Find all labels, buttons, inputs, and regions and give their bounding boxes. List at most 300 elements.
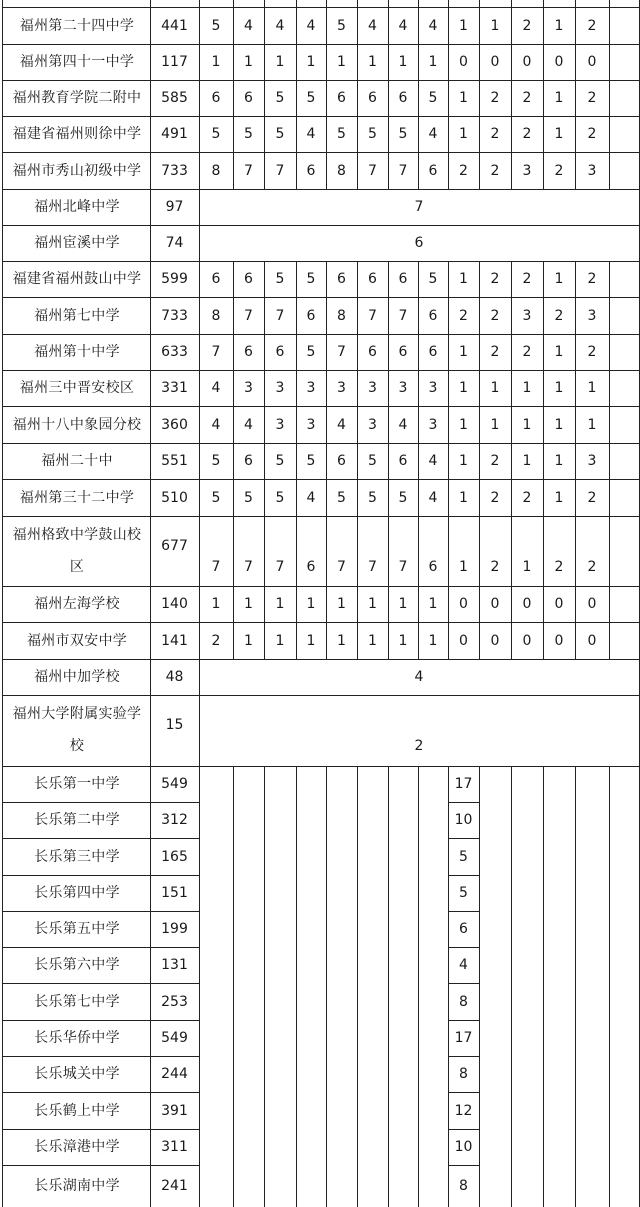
grid-line-horizontal xyxy=(2,983,200,984)
grid-line-vertical xyxy=(609,80,610,116)
grid-line-vertical xyxy=(199,152,200,189)
grid-line-vertical xyxy=(609,622,610,659)
grid-line-vertical xyxy=(511,1129,512,1165)
grid-line-vertical xyxy=(511,116,512,152)
grid-line-vertical xyxy=(233,766,234,802)
quota-cell: 3 xyxy=(306,380,316,396)
grid-line-vertical xyxy=(418,116,419,152)
quota-cell: 7 xyxy=(275,162,285,179)
grid-line-horizontal xyxy=(2,695,640,696)
grid-line-vertical xyxy=(479,334,480,370)
grid-line-vertical xyxy=(543,44,544,80)
quota-cell: 1 xyxy=(337,54,346,70)
grid-line-vertical xyxy=(326,983,327,1020)
grid-line-vertical xyxy=(609,0,610,44)
quota-cell: 4 xyxy=(306,17,316,34)
grid-line-vertical xyxy=(479,1020,480,1056)
grid-line-vertical xyxy=(418,1092,419,1129)
grid-line-vertical xyxy=(388,370,389,406)
grid-line-vertical xyxy=(388,0,389,44)
grid-line-vertical xyxy=(609,261,610,297)
grid-line-vertical xyxy=(511,1092,512,1129)
grid-line-vertical xyxy=(150,911,151,947)
district-quota: 4 xyxy=(459,957,468,973)
grid-line-vertical xyxy=(388,622,389,659)
grid-line-vertical xyxy=(388,766,389,802)
grid-line-vertical xyxy=(357,1056,358,1092)
grid-line-horizontal xyxy=(2,334,640,335)
total-quota: 391 xyxy=(161,1102,188,1119)
grid-line-vertical xyxy=(543,443,544,479)
grid-line-vertical xyxy=(264,766,265,802)
grid-line-vertical xyxy=(2,659,3,695)
grid-line-vertical xyxy=(448,297,449,334)
quota-cell: 5 xyxy=(211,126,221,142)
grid-line-vertical xyxy=(543,1020,544,1056)
quota-cell: 2 xyxy=(490,559,500,575)
quota-cell: 4 xyxy=(275,17,285,34)
total-quota: 733 xyxy=(161,307,188,324)
grid-line-vertical xyxy=(326,766,327,802)
total-quota: 551 xyxy=(161,453,188,469)
grid-line-horizontal xyxy=(448,911,480,912)
quota-cell: 6 xyxy=(211,90,221,106)
total-quota: 253 xyxy=(161,993,188,1010)
quota-cell: 6 xyxy=(428,559,438,575)
grid-line-vertical xyxy=(511,516,512,586)
quota-cell: 1 xyxy=(522,559,532,575)
grid-line-vertical xyxy=(575,1020,576,1056)
grid-line-vertical xyxy=(150,622,151,659)
quota-cell: 5 xyxy=(275,271,285,287)
grid-line-vertical xyxy=(511,622,512,659)
grid-line-vertical xyxy=(199,189,200,225)
grid-line-horizontal xyxy=(2,443,640,444)
grid-line-vertical xyxy=(296,1092,297,1129)
quota-cell: 6 xyxy=(428,307,438,324)
district-quota: 8 xyxy=(459,1178,468,1194)
quota-cell: 1 xyxy=(459,90,468,106)
grid-line-vertical xyxy=(511,1020,512,1056)
grid-line-vertical xyxy=(448,261,449,297)
quota-cell: 6 xyxy=(306,559,316,575)
quota-cell: 2 xyxy=(587,90,597,106)
grid-line-vertical xyxy=(511,406,512,443)
school-name: 福州教育学院二附中 xyxy=(12,90,142,106)
grid-line-vertical xyxy=(357,911,358,947)
grid-line-vertical xyxy=(388,1020,389,1056)
quota-cell: 3 xyxy=(522,307,532,324)
grid-line-vertical xyxy=(2,479,3,516)
grid-line-vertical xyxy=(479,0,480,44)
grid-line-vertical xyxy=(264,838,265,875)
grid-line-vertical xyxy=(448,802,449,838)
grid-line-vertical xyxy=(511,1165,512,1207)
grid-line-vertical xyxy=(575,116,576,152)
grid-line-vertical xyxy=(150,659,151,695)
total-quota: 677 xyxy=(161,538,188,554)
quota-cell: 2 xyxy=(522,126,532,142)
grid-line-vertical xyxy=(296,80,297,116)
grid-line-vertical xyxy=(150,838,151,875)
grid-line-vertical xyxy=(543,766,544,802)
grid-line-vertical xyxy=(448,766,449,802)
grid-line-vertical xyxy=(448,152,449,189)
grid-line-vertical xyxy=(388,911,389,947)
quota-cell: 2 xyxy=(490,126,500,142)
grid-line-vertical xyxy=(609,479,610,516)
grid-line-vertical xyxy=(609,1165,610,1207)
grid-line-vertical xyxy=(357,1020,358,1056)
total-quota: 241 xyxy=(161,1178,188,1194)
grid-line-horizontal xyxy=(2,152,640,153)
grid-line-vertical xyxy=(357,152,358,189)
grid-line-vertical xyxy=(296,947,297,983)
quota-cell: 2 xyxy=(211,632,221,649)
total-quota: 199 xyxy=(161,921,188,937)
grid-line-vertical xyxy=(511,0,512,44)
grid-line-vertical xyxy=(479,443,480,479)
grid-line-vertical xyxy=(479,1129,480,1165)
grid-line-vertical xyxy=(2,370,3,406)
grid-line-vertical xyxy=(199,225,200,261)
grid-line-vertical xyxy=(264,297,265,334)
grid-line-vertical xyxy=(326,1020,327,1056)
grid-line-horizontal xyxy=(2,802,200,803)
grid-line-vertical xyxy=(233,586,234,622)
quota-cell: 2 xyxy=(554,162,564,179)
grid-line-vertical xyxy=(199,479,200,516)
grid-line-vertical xyxy=(264,370,265,406)
grid-line-vertical xyxy=(479,1092,480,1129)
quota-cell: 6 xyxy=(244,453,253,469)
grid-line-vertical xyxy=(150,152,151,189)
grid-line-vertical xyxy=(199,1129,200,1165)
grid-line-vertical xyxy=(479,1056,480,1092)
grid-line-horizontal xyxy=(448,875,480,876)
grid-line-vertical xyxy=(150,1165,151,1207)
grid-line-vertical xyxy=(326,80,327,116)
grid-line-vertical xyxy=(199,838,200,875)
quota-cell: 3 xyxy=(428,380,438,396)
quota-cell: 1 xyxy=(554,126,564,142)
grid-line-vertical xyxy=(418,1056,419,1092)
quota-cell: 7 xyxy=(211,344,221,360)
grid-line-vertical xyxy=(543,1165,544,1207)
quota-cell: 4 xyxy=(398,416,408,433)
grid-line-vertical xyxy=(543,1056,544,1092)
total-quota: 585 xyxy=(161,90,188,106)
quota-cell: 1 xyxy=(587,380,597,396)
grid-line-vertical xyxy=(233,838,234,875)
grid-line-vertical xyxy=(479,116,480,152)
quota-cell: 1 xyxy=(398,54,408,70)
grid-line-vertical xyxy=(264,622,265,659)
quota-cell: 6 xyxy=(428,162,438,179)
grid-line-vertical xyxy=(609,586,610,622)
grid-line-horizontal xyxy=(2,7,640,8)
total-quota: 733 xyxy=(161,162,188,179)
quota-cell: 3 xyxy=(275,416,285,433)
grid-line-vertical xyxy=(357,586,358,622)
quota-cell: 3 xyxy=(428,416,438,433)
grid-line-vertical xyxy=(2,875,3,911)
grid-line-vertical xyxy=(543,516,544,586)
quota-cell: 4 xyxy=(306,126,316,142)
grid-line-vertical xyxy=(448,1056,449,1092)
grid-line-vertical xyxy=(2,116,3,152)
quota-cell: 1 xyxy=(275,54,285,70)
grid-line-vertical xyxy=(233,44,234,80)
quota-cell: 1 xyxy=(244,632,253,649)
grid-line-vertical xyxy=(326,334,327,370)
quota-cell: 2 xyxy=(490,90,500,106)
grid-line-vertical xyxy=(264,1165,265,1207)
quota-cell: 5 xyxy=(211,489,221,506)
grid-line-vertical xyxy=(326,1092,327,1129)
grid-line-vertical xyxy=(199,261,200,297)
quota-cell: 6 xyxy=(368,271,377,287)
grid-line-vertical xyxy=(543,875,544,911)
district-quota: 8 xyxy=(459,1066,468,1082)
grid-line-vertical xyxy=(575,875,576,911)
quota-cell: 5 xyxy=(428,90,438,106)
grid-line-vertical xyxy=(326,838,327,875)
quota-cell: 7 xyxy=(368,162,377,179)
grid-line-vertical xyxy=(199,766,200,802)
grid-line-vertical xyxy=(479,622,480,659)
total-quota: 15 xyxy=(165,717,184,733)
quota-cell: 7 xyxy=(211,559,221,575)
grid-line-vertical xyxy=(609,766,610,802)
quota-cell: 0 xyxy=(554,596,564,612)
grid-line-vertical xyxy=(296,116,297,152)
quota-cell: 6 xyxy=(211,271,221,287)
quota-cell: 3 xyxy=(275,380,285,396)
grid-line-vertical xyxy=(357,947,358,983)
grid-line-vertical xyxy=(609,370,610,406)
grid-line-vertical xyxy=(264,875,265,911)
grid-line-vertical xyxy=(448,1129,449,1165)
quota-cell: 1 xyxy=(587,416,597,433)
grid-line-vertical xyxy=(609,1020,610,1056)
grid-line-vertical xyxy=(150,334,151,370)
grid-line-vertical xyxy=(479,370,480,406)
grid-line-vertical xyxy=(418,1165,419,1207)
grid-line-vertical xyxy=(2,911,3,947)
grid-line-vertical xyxy=(296,911,297,947)
quota-cell: 1 xyxy=(428,54,438,70)
grid-line-vertical xyxy=(233,479,234,516)
grid-line-vertical xyxy=(388,297,389,334)
grid-line-vertical xyxy=(609,1092,610,1129)
grid-line-vertical xyxy=(543,802,544,838)
grid-line-vertical xyxy=(609,443,610,479)
grid-line-vertical xyxy=(575,766,576,802)
grid-line-vertical xyxy=(2,586,3,622)
grid-line-vertical xyxy=(199,116,200,152)
quota-cell: 0 xyxy=(522,54,532,70)
grid-line-vertical xyxy=(2,0,3,44)
quota-cell: 2 xyxy=(490,489,500,506)
grid-line-vertical xyxy=(2,225,3,261)
grid-line-vertical xyxy=(357,983,358,1020)
grid-line-horizontal xyxy=(2,1129,200,1130)
school-name: 福州第三十二中学 xyxy=(19,489,135,506)
grid-line-vertical xyxy=(388,875,389,911)
quota-cell: 3 xyxy=(587,307,597,324)
quota-cell: 6 xyxy=(368,90,377,106)
quota-cell: 1 xyxy=(306,596,316,612)
district-quota: 6 xyxy=(459,921,468,937)
grid-line-horizontal xyxy=(2,659,640,660)
school-name: 长乐第四中学 xyxy=(34,885,120,901)
grid-line-horizontal xyxy=(2,766,640,767)
grid-line-horizontal xyxy=(2,189,640,190)
grid-line-vertical xyxy=(264,334,265,370)
quota-cell: 1 xyxy=(459,489,468,506)
quota-cell: 3 xyxy=(398,380,408,396)
grid-line-vertical xyxy=(264,443,265,479)
grid-line-vertical xyxy=(511,947,512,983)
school-name-line-1: 福州大学附属实验学 xyxy=(12,706,142,722)
school-name: 福州二十中 xyxy=(41,453,113,469)
grid-line-vertical xyxy=(448,1020,449,1056)
grid-line-vertical xyxy=(418,0,419,44)
quota-cell: 1 xyxy=(554,17,564,34)
grid-line-vertical xyxy=(357,1165,358,1207)
quota-cell: 1 xyxy=(459,380,468,396)
grid-line-vertical xyxy=(2,695,3,766)
grid-line-horizontal xyxy=(448,1056,480,1057)
grid-line-vertical xyxy=(264,116,265,152)
grid-line-vertical xyxy=(575,586,576,622)
quota-cell: 2 xyxy=(490,271,500,287)
grid-line-vertical xyxy=(511,875,512,911)
grid-line-vertical xyxy=(150,695,151,766)
grid-line-vertical xyxy=(326,261,327,297)
grid-line-horizontal xyxy=(448,1092,480,1093)
grid-line-vertical xyxy=(575,334,576,370)
quota-cell: 1 xyxy=(337,596,346,612)
grid-line-vertical xyxy=(418,406,419,443)
quota-cell: 5 xyxy=(275,489,285,506)
quota-cell: 0 xyxy=(459,632,468,649)
school-name: 长乐鹤上中学 xyxy=(34,1102,120,1119)
grid-line-vertical xyxy=(150,44,151,80)
grid-line-vertical xyxy=(357,875,358,911)
grid-line-vertical xyxy=(296,479,297,516)
grid-line-vertical xyxy=(296,516,297,586)
grid-line-vertical xyxy=(264,1129,265,1165)
total-quota: 244 xyxy=(161,1066,188,1082)
quota-cell: 5 xyxy=(306,271,316,287)
school-name: 长乐第六中学 xyxy=(34,957,120,973)
grid-line-vertical xyxy=(326,443,327,479)
grid-line-vertical xyxy=(264,44,265,80)
grid-line-vertical xyxy=(357,802,358,838)
grid-line-vertical xyxy=(233,443,234,479)
grid-line-horizontal xyxy=(2,1020,200,1021)
quota-cell: 4 xyxy=(368,17,377,34)
quota-cell: 3 xyxy=(368,380,377,396)
grid-line-vertical xyxy=(511,152,512,189)
grid-line-vertical xyxy=(2,152,3,189)
grid-line-vertical xyxy=(575,983,576,1020)
quota-cell: 6 xyxy=(428,344,438,360)
grid-line-vertical xyxy=(326,406,327,443)
grid-line-vertical xyxy=(199,370,200,406)
grid-line-vertical xyxy=(388,1092,389,1129)
grid-line-vertical xyxy=(543,838,544,875)
grid-line-vertical xyxy=(199,983,200,1020)
grid-line-vertical xyxy=(326,802,327,838)
grid-line-vertical xyxy=(609,875,610,911)
grid-line-vertical xyxy=(357,838,358,875)
quota-cell: 5 xyxy=(368,453,377,469)
grid-line-vertical xyxy=(199,695,200,766)
grid-line-vertical xyxy=(418,802,419,838)
grid-line-vertical xyxy=(296,1129,297,1165)
grid-line-vertical xyxy=(418,443,419,479)
grid-line-vertical xyxy=(418,516,419,586)
grid-line-vertical xyxy=(388,406,389,443)
grid-line-vertical xyxy=(233,516,234,586)
quota-cell: 3 xyxy=(587,453,597,469)
quota-cell: 1 xyxy=(244,596,253,612)
grid-line-vertical xyxy=(609,911,610,947)
school-name: 福州市秀山初级中学 xyxy=(12,162,142,179)
quota-cell: 8 xyxy=(337,162,346,179)
school-name: 福州第四十一中学 xyxy=(19,54,135,70)
quota-cell: 7 xyxy=(275,559,285,575)
grid-line-vertical xyxy=(543,0,544,44)
total-quota: 510 xyxy=(161,489,188,506)
grid-line-vertical xyxy=(233,911,234,947)
grid-line-vertical xyxy=(575,947,576,983)
grid-line-horizontal xyxy=(2,80,640,81)
grid-line-vertical xyxy=(448,479,449,516)
grid-line-vertical xyxy=(357,1129,358,1165)
grid-line-vertical xyxy=(199,622,200,659)
grid-line-vertical xyxy=(388,838,389,875)
grid-line-vertical xyxy=(296,1056,297,1092)
grid-line-vertical xyxy=(388,443,389,479)
grid-line-vertical xyxy=(326,947,327,983)
grid-line-vertical xyxy=(199,516,200,586)
grid-line-vertical xyxy=(609,116,610,152)
grid-line-vertical xyxy=(199,0,200,44)
grid-line-vertical xyxy=(150,479,151,516)
grid-line-vertical xyxy=(2,443,3,479)
grid-line-vertical xyxy=(296,406,297,443)
grid-line-vertical xyxy=(357,80,358,116)
quota-cell: 1 xyxy=(428,596,438,612)
grid-line-vertical xyxy=(233,622,234,659)
school-name: 福州左海学校 xyxy=(34,596,120,612)
grid-line-vertical xyxy=(264,1020,265,1056)
school-name: 长乐漳港中学 xyxy=(34,1139,120,1155)
grid-line-horizontal xyxy=(2,838,200,839)
grid-line-vertical xyxy=(150,0,151,44)
quota-cell: 1 xyxy=(306,632,316,649)
quota-cell: 1 xyxy=(398,596,408,612)
grid-line-vertical xyxy=(326,875,327,911)
grid-line-vertical xyxy=(388,947,389,983)
grid-line-vertical xyxy=(357,370,358,406)
quota-cell: 2 xyxy=(522,344,532,360)
grid-line-vertical xyxy=(511,44,512,80)
